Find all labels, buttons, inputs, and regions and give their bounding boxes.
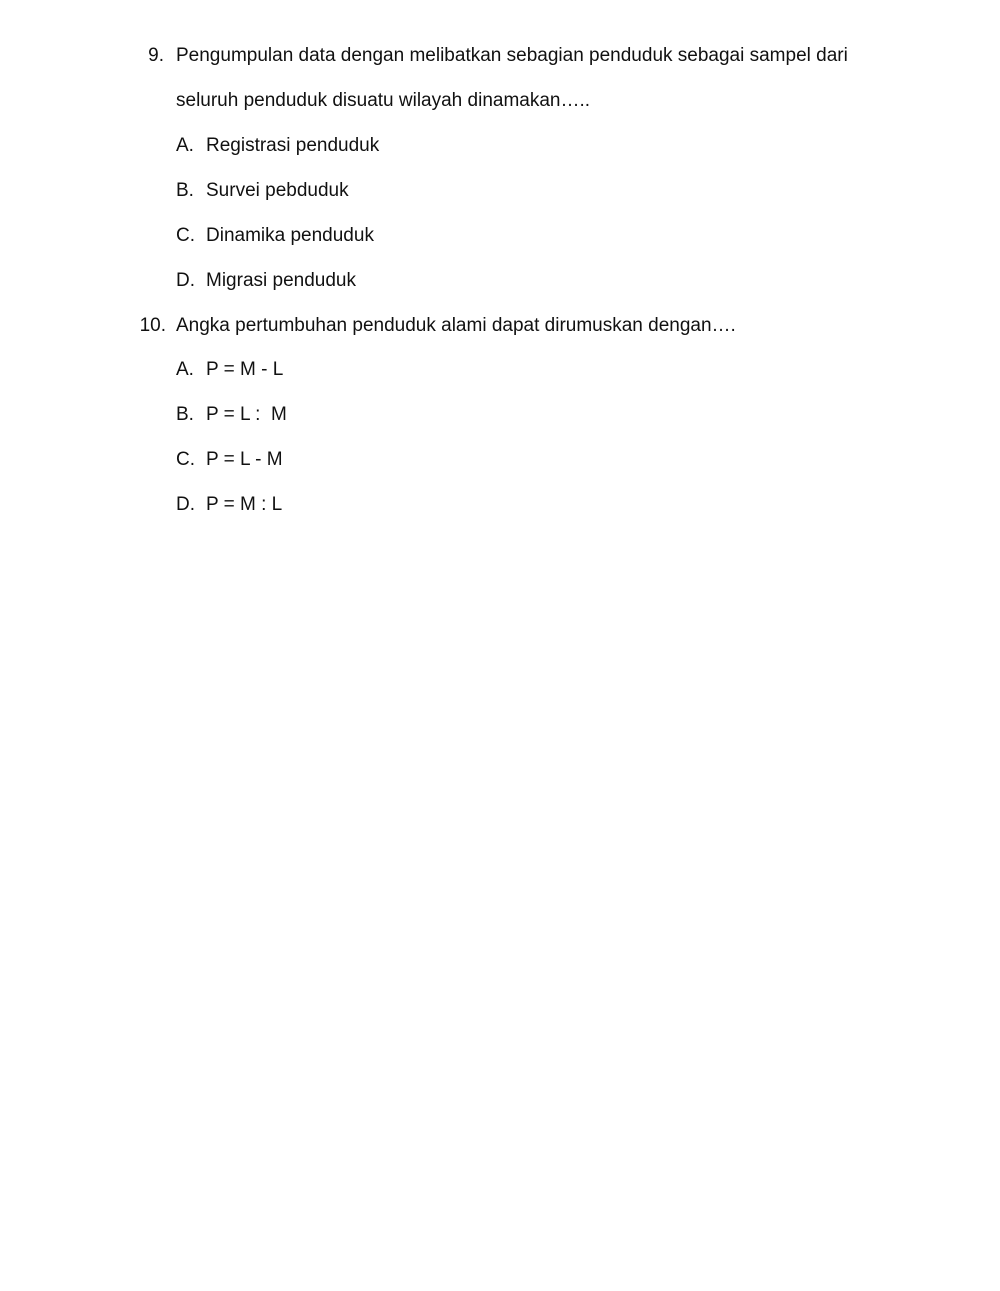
option-letter: A.: [176, 135, 194, 156]
question-text-continued: seluruh penduduk disuatu wilayah dinamakan…..: [176, 90, 591, 111]
question-text: Angka pertumbuhan penduduk alami dapat dirumuskan dengan….: [176, 315, 736, 336]
question-text: Pengumpulan data dengan melibatkan sebagian penduduk sebagai sampel dari: [176, 45, 848, 66]
option-letter: B.: [176, 180, 194, 201]
option-text: P = L : M: [206, 404, 287, 425]
option-letter: A.: [176, 359, 194, 380]
question-number: 10.: [139, 315, 166, 336]
option-text: Migrasi penduduk: [206, 270, 356, 291]
option-text: Registrasi penduduk: [206, 135, 380, 156]
option-letter: C.: [176, 449, 195, 470]
question-number: 9.: [148, 45, 164, 66]
option-text: Survei pebduduk: [206, 180, 349, 201]
option-letter: C.: [176, 225, 195, 246]
option-text: P = L - M: [206, 449, 283, 470]
option-text: P = M - L: [206, 359, 284, 380]
option-text: Dinamika penduduk: [206, 225, 374, 246]
option-letter: B.: [176, 404, 194, 425]
option-text: P = M : L: [206, 494, 283, 515]
option-letter: D.: [176, 494, 195, 515]
option-letter: D.: [176, 270, 195, 291]
